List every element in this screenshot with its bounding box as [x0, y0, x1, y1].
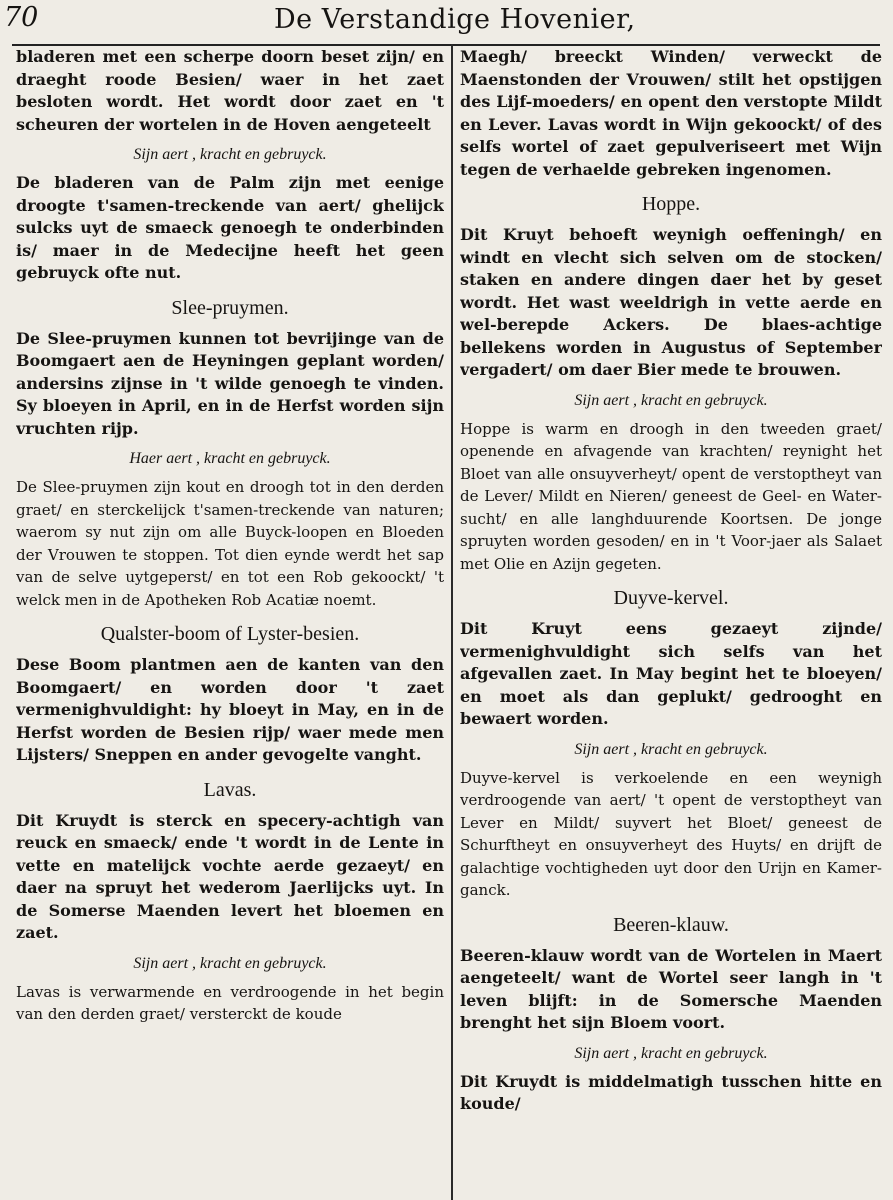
- hoppe-virtue-heading: Sijn aert , kracht en gebruyck.: [574, 391, 768, 409]
- right-column: [460, 46, 882, 1200]
- duyve-kervel-text: Dit Kruyt eens gezaeyt zijnde/ vermenighvuldight sich selfs van het afgevallen zaet. In May begint het te bloeyen/ en moet als dan geplukt/ gedrooght en bewaert worden.: [460, 619, 882, 728]
- slee-pruymen-text: De Slee-pruymen kunnen tot bevrijinge van de Boomgaert aen de Heyningen geplant worden/ andersins zijnse in 't wilde genoegh te vinden. Sy bloeyen in April, en in de Herfst worden sijn vruchten rijp.: [16, 328, 444, 438]
- duyve-kervel-virtue-text: Duyve-kervel is verkoelende en een weynigh verdroogende van aert/ 't opent de verstoptheyt van Lever en Mildt/ suyvert het Bloet/ geneest de Schurftheyt en onsuyverheyt des Huyts/ en drijft de galachtige vochtigheden uyt door den Urijn en Kamer-ganck.: [460, 768, 882, 899]
- column-divider: [451, 44, 453, 1200]
- opening-paragraph: bladeren met een scherpe doorn beset zijn/ en draeght roode Besien/ waer in het zaet besloten wordt. Het wordt door zaet en 't scheuren der wortelen in de Hoven aengeteelt: [16, 47, 444, 134]
- page-number: 70: [4, 2, 39, 33]
- duyve-kervel-virtue-heading: Sijn aert , kracht en gebruyck.: [574, 740, 768, 758]
- page-header: [0, 0, 893, 48]
- beeren-klauw-text: Beeren-klauw wordt van de Wortelen in Maert aengeteelt/ want de Wortel seer langh in 't leven blijft: in de Somersche Maenden brenght het sijn Bloem voort.: [460, 945, 882, 1032]
- hoppe-virtue-text: Hoppe is warm en droogh in den tweeden graet/ openende en afvagende van krachten/ reynight het Bloet van alle onsuyverheyt/ opent de verstoptheyt van de Lever/ Mildt en Nieren/ geneest de Geel- en Water-sucht/ en alle langhduurende Koortsen. De jonge spruyten worden gesoden/ en in 't Voor-jaer als Salaet met Olie en Azijn gegeten.: [460, 419, 882, 573]
- beeren-klauw-virtue-heading: Sijn aert , kracht en gebruyck.: [574, 1044, 768, 1062]
- qualster-boom-title: Qualster-boom of Lyster-besien.: [100, 623, 360, 645]
- hoppe-title: Hoppe.: [641, 193, 701, 215]
- lavas-virtue-heading: Sijn aert , kracht en gebruyck.: [133, 954, 327, 972]
- slee-pruymen-virtue-text: De Slee-pruymen zijn kout en droogh tot in den derden graet/ en sterckelijck t'samen-treckende van naturen; waerom sy nut zijn om alle Buyck-loopen en Bloeden der Vrouwen te stoppen. Tot dien eynde werdt het sap van de selve uytgeperst/ en tot een Rob gekoockt/ 't welck men in de Apotheken Rob Acatiæ noemt.: [16, 478, 444, 609]
- beeren-klauw-title: Beeren-klauw.: [613, 913, 729, 936]
- slee-pruymen-title: Slee-pruymen.: [171, 296, 289, 319]
- lavas-continuation-text: Maegh/ breeckt Winden/ verweckt de Maenstonden der Vrouwen/ stilt het opstijgen des Lijf-moeders/ en opent den verstopte Mildt en Lever. Lavas wordt in Wijn gekoockt/ of des selfs wortel of zaet gepulveriseert met Wijn tegen de verhaelde gebreken ingenomen.: [460, 47, 882, 179]
- lavas-title: Lavas.: [203, 778, 257, 801]
- left-column: [16, 46, 444, 1200]
- duyve-kervel-title: Duyve-kervel.: [613, 587, 729, 609]
- palm-virtue-heading: Sijn aert , kracht en gebruyck.: [133, 146, 327, 163]
- lavas-text: Dit Kruydt is sterck en specery-achtigh van reuck en smaeck/ ende 't wordt in de Lente in vette en matelijck vochte aerde gezaeyt/ en daer na spruyt het wederom Jaerlijcks uyt. In de Somerse Maenden levert het bloemen en zaet.: [16, 810, 444, 942]
- beeren-klauw-virtue-text: Dit Kruydt is middelmatigh tusschen hitte en koude/: [460, 1071, 882, 1113]
- running-title: De Verstandige Hovenier,: [274, 4, 636, 35]
- palm-virtue-text: De bladeren van de Palm zijn met eenige droogte t'samen-treckende van aert/ ghelijck sulcks uyt de smaeck genoegh te onderbinden is/ maer in de Medecijne heeft het geen gebruyck ofte nut.: [16, 173, 444, 282]
- hoppe-text: Dit Kruyt behoeft weynigh oeffeningh/ en windt en vlecht sich selven om de stocken/ staken en andere dingen daer het by geset wordt. Het wast weeldrigh in vette aerde en wel-berepde Ackers. De blaes-achtige bellekens worden in Augustus of September vergadert/ om daer Bier mede te brouwen.: [460, 225, 882, 379]
- lavas-virtue-text: Lavas is verwarmende en verdroogende in het begin van den derden graet/ versterckt de koude: [16, 982, 444, 1023]
- qualster-boom-text: Dese Boom plantmen aen de kanten van den Boomgaert/ en worden door 't zaet vermenighvuldight: hy bloeyt in May, en in de Herfst worden de Besien rijp/ waer mede men Lijsters/ Sneppen en ander gevogelte vanght.: [16, 655, 444, 764]
- slee-pruymen-virtue-heading: Haer aert , kracht en gebruyck.: [129, 450, 331, 467]
